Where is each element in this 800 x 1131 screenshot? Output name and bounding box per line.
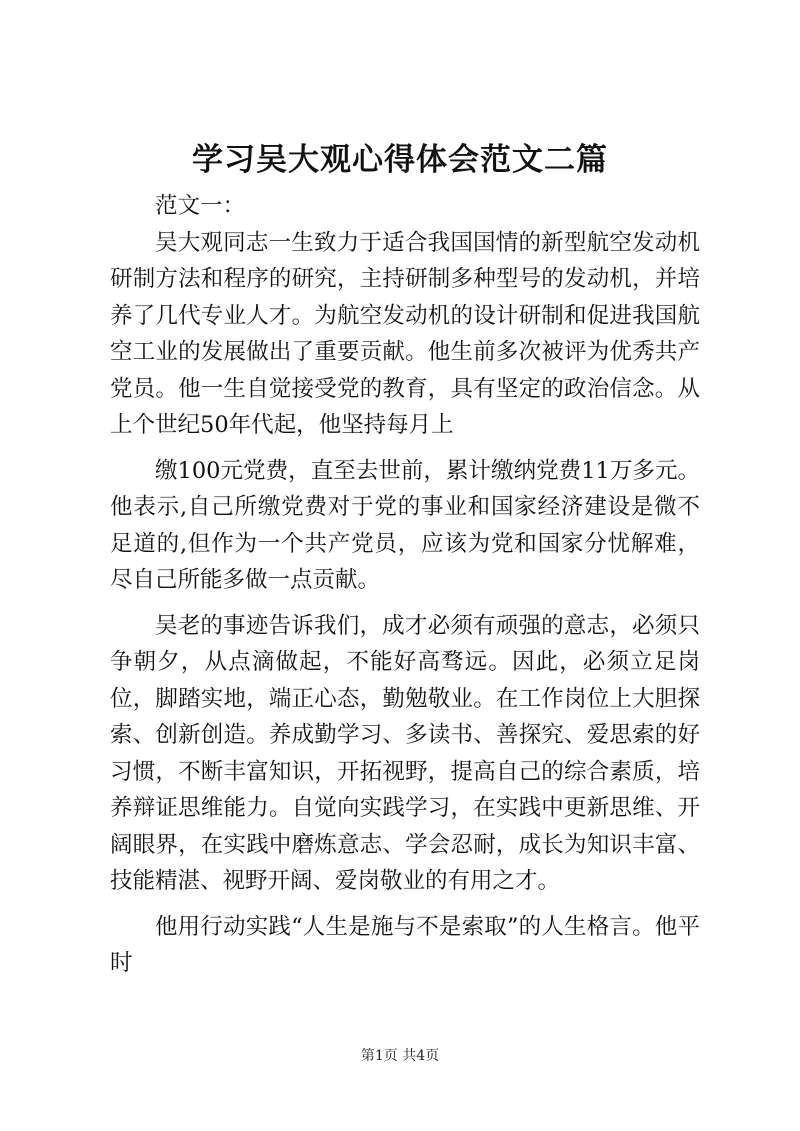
paragraph-3: 吴老的事迹告诉我们，成才必须有顽强的意志，必须只争朝夕，从点滴做起，不能好高骛远。因此，必须立足岗位，脚踏实地，端正心态，勤勉敬业。在工作岗位上大胆探索、创新创造。养成勤学习、多读书、善探究、爱思索的好习惯，不断丰富知识，开拓视野，提高自己的综合素质，培养辩证思维能力。自觉向实践学习，在实践中更新思维、开阔眼界，在实践中磨炼意志、学会忍耐，成长为知识丰富、技能精湛、视野开阔、爱岗敬业的有用之才。 bbox=[110, 612, 700, 894]
paragraph-4: 他用行动实践“人生是施与不是索取”的人生格言。他平时 bbox=[110, 913, 700, 976]
page-title: 学习吴大观心得体会范文二篇 bbox=[192, 142, 608, 178]
paragraph-heading: 范文一： bbox=[155, 193, 246, 219]
page-number-footer: 第1页 共4页 bbox=[360, 1048, 440, 1064]
paragraph-2: 缴100元党费，直至去世前，累计缴纳党费11万多元。他表示,自己所缴党费对于党的事业和国家经济建设是微不足道的,但作为一个共产党员，应该为党和国家分忧解难，尽自己所能多做一点贡献。 bbox=[110, 457, 700, 593]
document-body bbox=[110, 188, 700, 982]
paragraph-1: 吴大观同志一生致力于适合我国国情的新型航空发动机研制方法和程序的研究，主持研制多种型号的发动机，并培养了几代专业人才。为航空发动机的设计研制和促进我国航空工业的发展做出了重要贡献。他生前多次被评为优秀共产党员。他一生自觉接受党的教育，具有坚定的政治信念。从上个世纪50年代起，他坚持每月上 bbox=[110, 229, 700, 438]
